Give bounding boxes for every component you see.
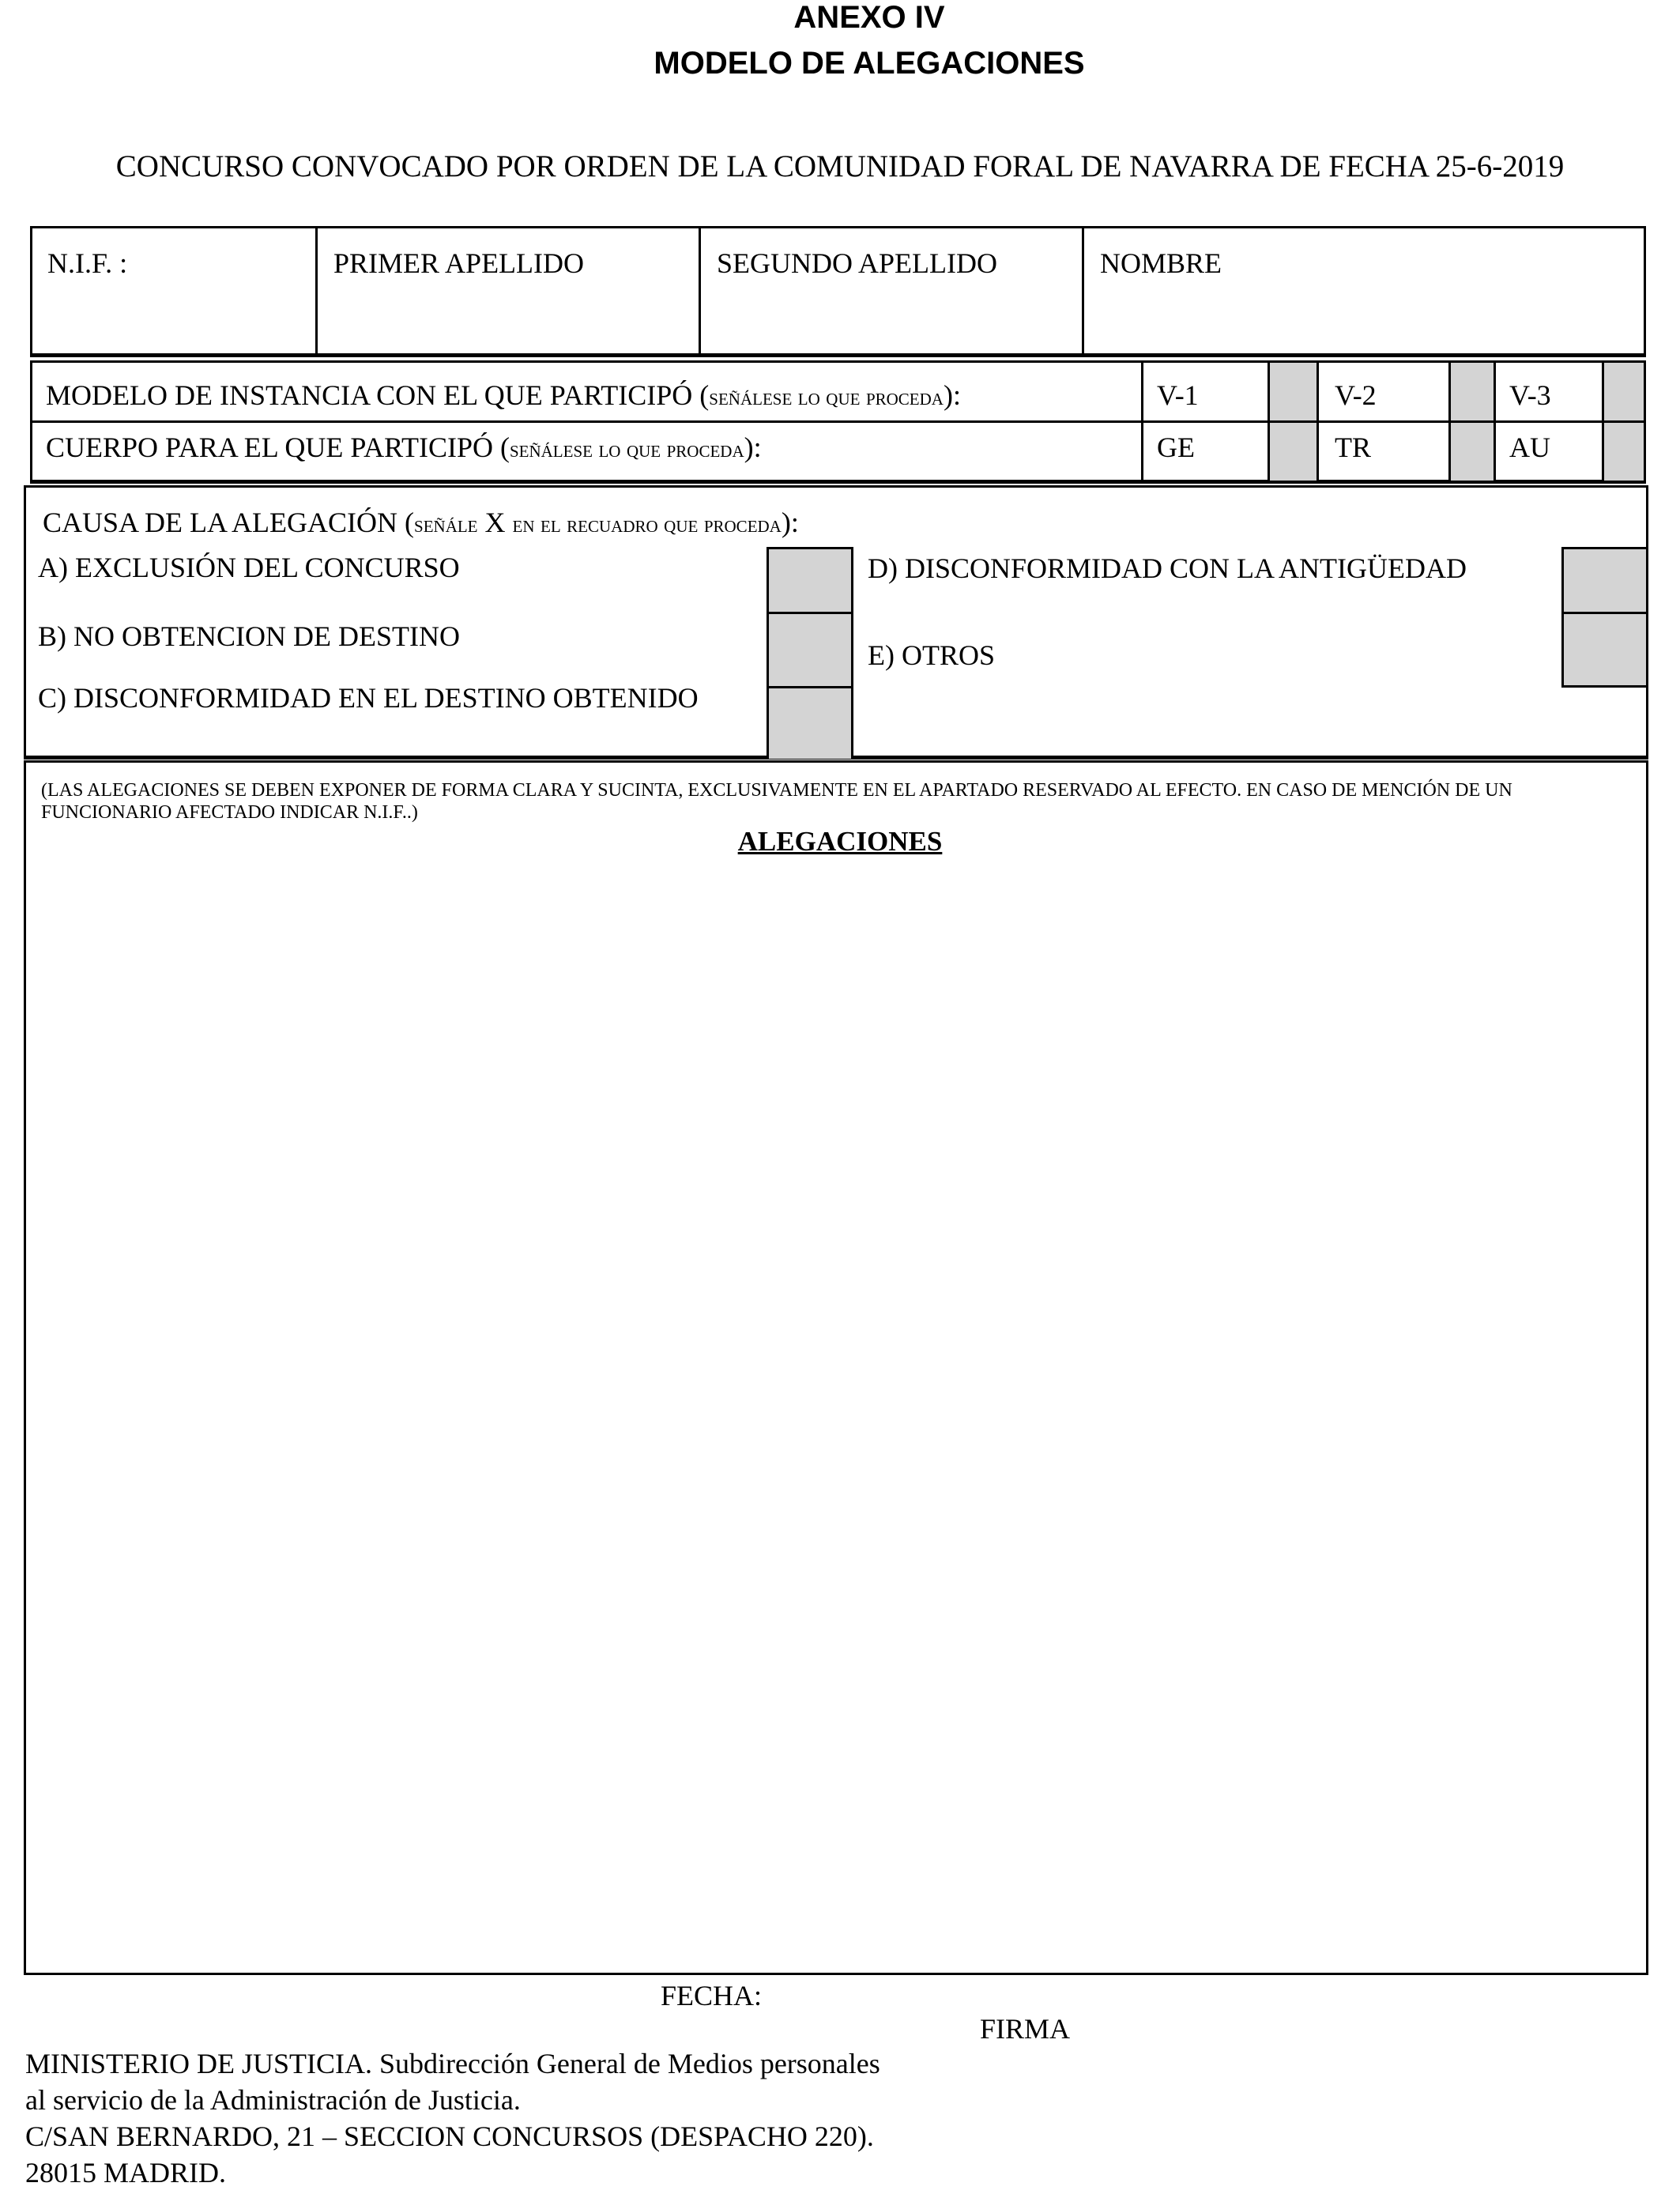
address-line-2: al servicio de la Administración de Justicia. xyxy=(25,2084,521,2116)
option-v3-label: V-3 xyxy=(1509,379,1551,411)
nif-input[interactable] xyxy=(35,292,313,349)
cause-d-label: D) DISCONFORMIDAD CON LA ANTIGÜEDAD xyxy=(868,552,1467,584)
checkbox-tr[interactable] xyxy=(1451,423,1494,481)
cause-label: CAUSA DE LA ALEGACIÓN (señále X en el recuadro que proceda): xyxy=(43,507,799,538)
first-surname-label: PRIMER APELLIDO xyxy=(333,247,585,279)
model-label: MODELO DE INSTANCIA CON EL QUE PARTICIPÓ (señálese lo que proceda): xyxy=(46,379,961,411)
signature-label: FIRMA xyxy=(980,2013,1071,2045)
date-label: FECHA: xyxy=(661,1980,763,2011)
name-label: NOMBRE xyxy=(1100,247,1222,279)
allegations-heading: ALEGACIONES xyxy=(737,826,943,857)
option-tr-label: TR xyxy=(1335,432,1372,463)
allegations-text[interactable] xyxy=(32,869,1640,1968)
contest-line: CONCURSO CONVOCADO POR ORDEN DE LA COMUNIDAD FORAL DE NAVARRA DE FECHA 25-6-2019 xyxy=(115,149,1565,183)
first-surname-input[interactable] xyxy=(320,292,696,349)
cause-e-label: E) OTROS xyxy=(868,639,995,671)
checkbox-cause-b[interactable] xyxy=(769,614,851,686)
address-line-3: C/SAN BERNARDO, 21 – SECCION CONCURSOS (DESPACHO 220). xyxy=(25,2120,874,2152)
address-line-4: 28015 MADRID. xyxy=(25,2157,227,2188)
checkbox-v3[interactable] xyxy=(1604,363,1644,420)
checkbox-v1[interactable] xyxy=(1270,363,1317,420)
body-label: CUERPO PARA EL QUE PARTICIPÓ (señálese lo que proceda): xyxy=(46,432,762,463)
checkbox-cause-a[interactable] xyxy=(769,549,851,612)
option-ge-label: GE xyxy=(1157,432,1195,463)
second-surname-input[interactable] xyxy=(703,292,1079,349)
cause-c-label: C) DISCONFORMIDAD EN EL DESTINO OBTENIDO xyxy=(38,682,699,714)
allegations-instructions: (LAS ALEGACIONES SE DEBEN EXPONER DE FORMA CLARA Y SUCINTA, EXCLUSIVAMENTE EN EL APARTADO RESERVADO AL EFECTO. EN CASO DE MENCIÓN DE UN FUNCIONARIO AFECTADO INDICAR N.I.F..) xyxy=(41,780,1512,823)
checkbox-cause-d[interactable] xyxy=(1564,549,1646,612)
cause-a-label: A) EXCLUSIÓN DEL CONCURSO xyxy=(38,552,460,583)
cause-b-label: B) NO OBTENCION DE DESTINO xyxy=(38,620,460,652)
form-title: MODELO DE ALEGACIONES xyxy=(654,46,1085,81)
nif-label: N.I.F. : xyxy=(47,247,128,279)
checkbox-au[interactable] xyxy=(1604,423,1644,481)
option-au-label: AU xyxy=(1509,432,1550,463)
checkbox-cause-e[interactable] xyxy=(1564,614,1646,685)
address-line-1: MINISTERIO DE JUSTICIA. Subdirección General de Medios personales xyxy=(25,2048,880,2079)
option-v2-label: V-2 xyxy=(1335,379,1377,411)
checkbox-ge[interactable] xyxy=(1270,423,1317,481)
name-input[interactable] xyxy=(1087,292,1641,349)
option-v1-label: V-1 xyxy=(1157,379,1199,411)
second-surname-label: SEGUNDO APELLIDO xyxy=(717,247,997,279)
checkbox-cause-c[interactable] xyxy=(769,688,851,758)
annex-title: ANEXO IV xyxy=(793,0,945,35)
checkbox-v2[interactable] xyxy=(1451,363,1494,420)
